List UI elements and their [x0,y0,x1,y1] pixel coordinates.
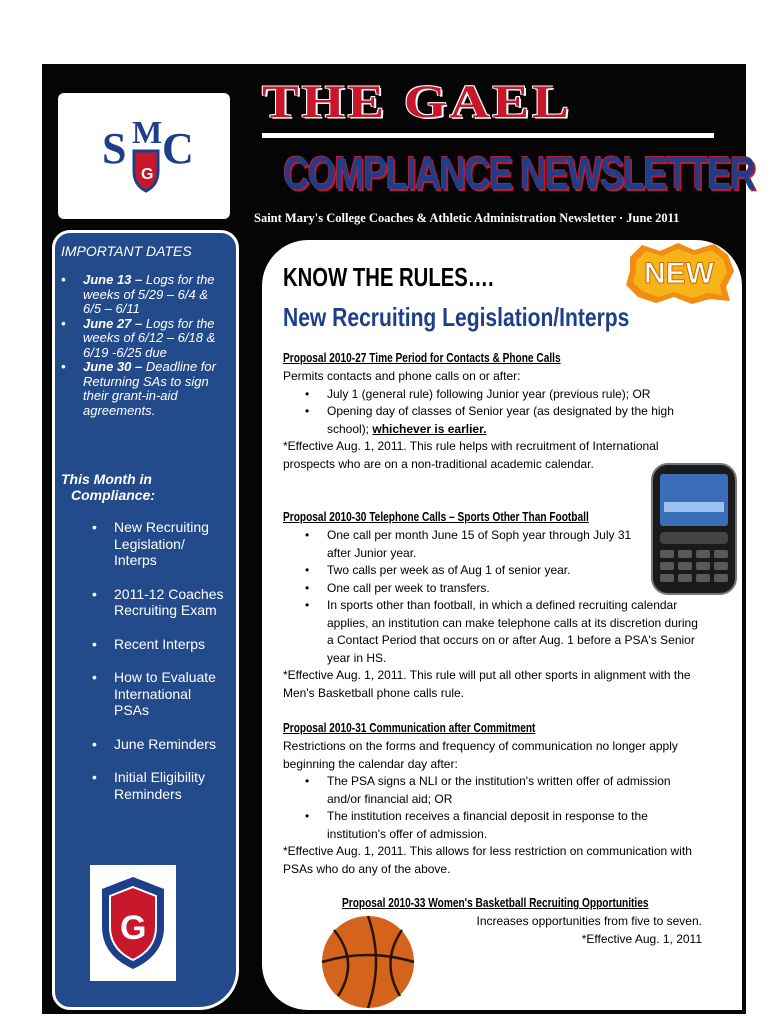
proposal-27-item: • Opening day of classes of Senior year (as designated by the high school); whichever is earlier. [283,403,703,438]
proposal-31-title: Proposal 2010-31 Communication after Commitment [283,720,536,735]
smc-logo-graphic [58,93,230,219]
proposal-30-effective: *Effective Aug. 1, 2011. This rule will put all other sports in alignment with the Men's Basketball phone calls rule. [283,668,691,700]
proposal-27-body [283,368,703,473]
proposal-31-list [283,773,703,843]
proposal-33-body [420,913,702,948]
smc-logo [58,93,230,219]
month-topic-item: • 2011-12 Coaches Recruiting Exam [92,586,228,619]
date-item: • June 30 – Deadline for Returning SAs to sign their grant-in-aid agreements. [61,360,221,418]
proposal-30-list [283,527,703,667]
new-badge-text: NEW [644,257,714,290]
know-the-rules-heading: KNOW THE RULES…. [283,262,494,292]
important-dates-list [61,273,221,418]
proposal-27-list [283,386,703,439]
logo-letter-s: S [102,124,127,173]
proposal-27-title: Proposal 2010-27 Time Period for Contacts & Phone Calls [283,350,561,365]
newsletter-subline: Saint Mary's College Coaches & Athletic Administration Newsletter · June 2011 [254,211,680,225]
gaels-shield-logo [90,865,176,981]
proposal-27-effective: *Effective Aug. 1, 2011. This rule helps with recruitment of International prospects who are on a non-traditional academic calendar. [283,439,659,471]
title-compliance-newsletter: COMPLIANCE NEWSLETTER [283,147,755,199]
proposal-27-item: • July 1 (general rule) following Junior year (previous rule); OR [283,386,703,404]
proposal-33-line2: *Effective Aug. 1, 2011 [581,931,702,946]
date-item: • June 13 – Logs for the weeks of 5/29 – 6/4 & 6/5 – 6/11 [61,273,221,317]
new-badge [622,241,736,305]
logo-shield-letter: G [141,166,154,183]
proposal-30-item: • One call per month June 15 of Soph year through July 31 after Junior year. [283,527,657,562]
basketball-image [320,910,416,1010]
month-topic-item: • Initial Eligibility Reminders [92,769,228,802]
shield-graphic [90,865,176,981]
proposal-33-line1: Increases opportunities from five to seven. [476,914,702,928]
phone-screen-bar [664,502,724,512]
logo-letter-c: C [162,124,194,173]
proposal-30-item: • In sports other than football, in which a defined recruiting calendar applies, an institution can make telephone calls at its discretion during a Contact Period that occurs on or after Aug. 1 before a PSA's Senior year in HS. [283,597,703,667]
proposal-31-body [283,738,703,878]
phone-screen [660,474,728,526]
shield-letter: G [120,909,147,947]
month-topic-item: • How to Evaluate International PSAs [92,669,228,719]
proposal-31-effective: *Effective Aug. 1, 2011. This allows for less restriction on communication with PSAs who do any of the above. [283,844,692,876]
month-topic-item: • New Recruiting Legislation/ Interps [92,519,228,569]
logo-letter-m: M [132,114,163,150]
title-divider [262,133,714,138]
month-heading-line2: Compliance: [71,487,156,503]
proposal-27-emphasis: whichever is earlier. [372,421,487,436]
month-topics-list [92,519,228,819]
date-item: • June 27 – Logs for the weeks of 6/12 – 6/18 & 6/19 -6/25 due [61,317,221,361]
proposal-30-item: • One call per week to transfers. [283,580,703,598]
month-topic-item: • Recent Interps [92,636,228,653]
proposal-31-item: • The PSA signs a NLI or the institution's written offer of admission and/or financial aid; OR [283,773,703,808]
month-topic-item: • June Reminders [92,736,228,753]
proposal-31-intro: Restrictions on the forms and frequency of communication no longer apply beginning the calendar day after: [283,739,678,771]
title-the-gael: THE GAEL [262,75,572,127]
proposal-30-title: Proposal 2010-30 Telephone Calls – Sports Other Than Football [283,509,589,524]
proposal-31-item: • The institution receives a financial deposit in response to the institution's offer of admission. [283,808,703,843]
proposal-33-title: Proposal 2010-33 Women's Basketball Recruiting Opportunities [342,895,649,910]
month-heading-line1: This Month in [61,471,152,487]
proposal-27-intro: Permits contacts and phone calls on or after: [283,369,521,383]
proposal-30-body [283,527,703,702]
important-dates-heading: IMPORTANT DATES [61,243,192,259]
proposal-30-item: • Two calls per week as of Aug 1 of senior year. [283,562,703,580]
new-recruiting-subtitle: New Recruiting Legislation/Interps [283,302,630,332]
